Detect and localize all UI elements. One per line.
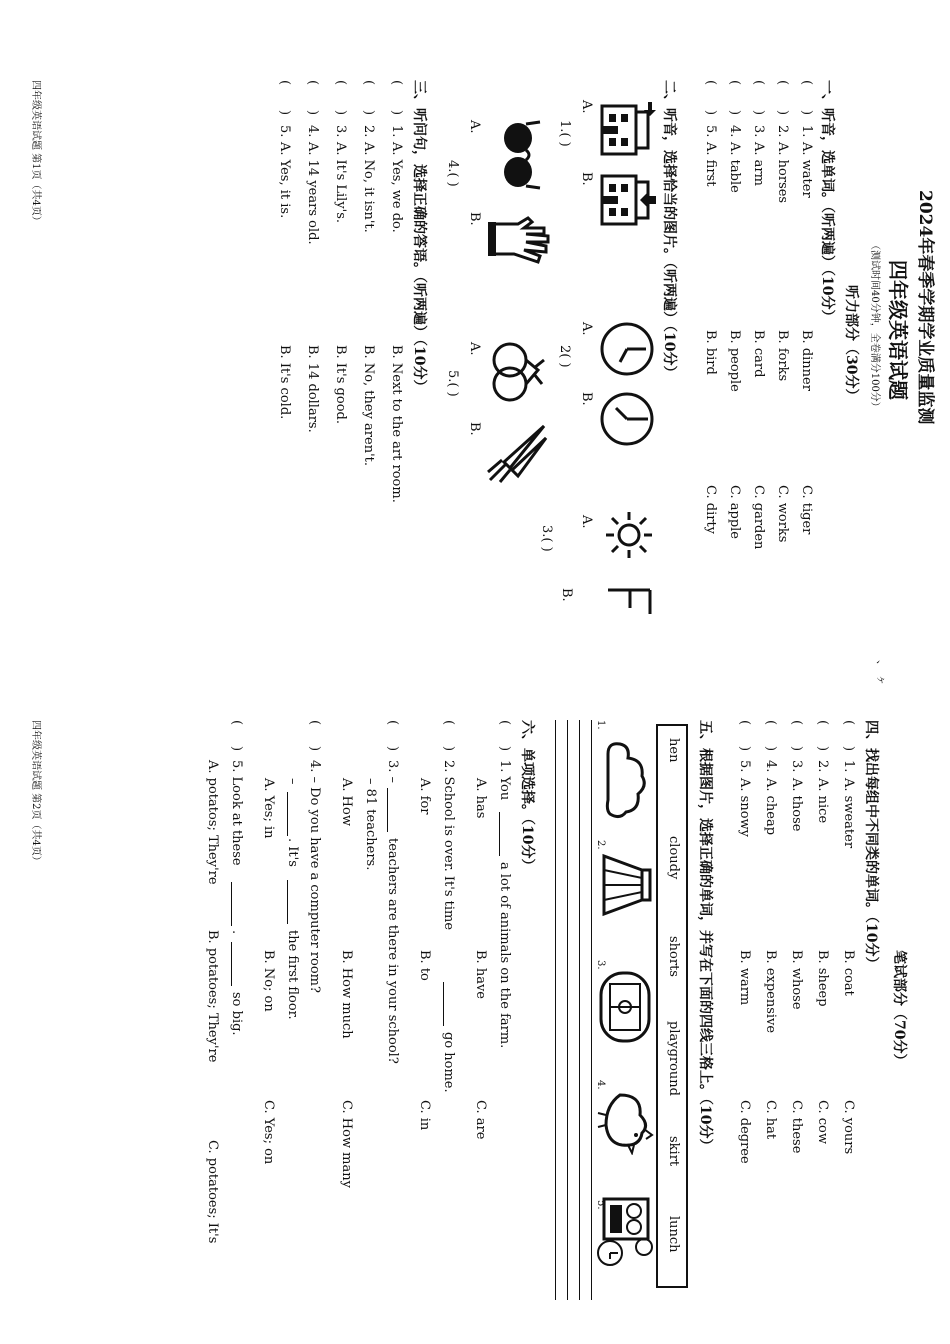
sec6-q5 <box>194 720 244 1340</box>
sec3-heading: 三、听问句，选择正确的答语。（听两遍）（10分） <box>411 80 427 394</box>
option-a: A. horses <box>775 142 790 204</box>
option-a: A. sweater <box>841 778 856 849</box>
question-text: teachers are there in your school? <box>385 838 400 1064</box>
option-a: A. arm <box>751 142 766 186</box>
option-b: B. sheep <box>815 950 830 1007</box>
sec2-label-a3: A. <box>579 515 594 529</box>
question-text: 5. Look at these <box>229 760 244 866</box>
answer-paren-close: ) <box>727 110 742 116</box>
sec4-heading: 四、找出每组中不同类的单词。（10分） <box>863 720 879 971</box>
item-number: 5. <box>703 125 718 138</box>
option-b: B. No; on <box>261 950 276 1012</box>
answer-paren-close: ) <box>497 746 512 752</box>
option-c: C. apple <box>727 485 742 539</box>
option-b: B. It's cold. <box>277 345 292 420</box>
exam-title: 2024年春季学期学业质量监测 <box>915 190 935 425</box>
sec1-list <box>694 80 814 640</box>
answer-paren[interactable]: ( <box>789 720 804 726</box>
write-num: 5. <box>595 1200 606 1210</box>
answer-paren[interactable]: ( <box>841 720 856 726</box>
answer-paren[interactable]: ( <box>307 720 322 726</box>
option-a: A. those <box>789 778 804 832</box>
option-a: A. table <box>727 142 742 193</box>
sec5-heading: 五、根据图片，选择正确的单词，并写在下面的四线三格上。（10分） <box>697 720 713 1153</box>
sec2-q1[interactable]: 1.( ) <box>557 120 572 147</box>
option-c: C. in <box>417 1100 432 1131</box>
option-a: A. Yes; in <box>261 778 276 839</box>
option-b: B. Next to the art room. <box>389 345 404 503</box>
answer-paren-close: ) <box>751 110 766 116</box>
sunglasses-icon <box>496 120 546 190</box>
answer-paren[interactable]: ( <box>333 80 348 86</box>
answer-paren-close: ) <box>389 110 404 116</box>
item-number: 1. <box>799 125 814 138</box>
option-b: B. dinner <box>799 330 814 391</box>
sec2-label-a4: A. <box>467 120 482 134</box>
item-number: 4. <box>763 760 778 773</box>
letter-f-icon <box>604 580 654 620</box>
answer-paren-close: ) <box>305 110 320 116</box>
option-b: B. No, they aren't. <box>361 345 376 467</box>
answer-paren[interactable]: ( <box>799 80 814 86</box>
question-text: 4. – Do you have a computer room? <box>307 760 322 993</box>
option-b: B. card <box>751 330 766 378</box>
sec3-item-2 <box>348 80 376 640</box>
option-a: A. nice <box>815 778 830 824</box>
building-icon <box>596 100 656 160</box>
answer-paren[interactable]: ( <box>727 80 742 86</box>
writing-lines[interactable] <box>552 720 606 1300</box>
option-a: A. first <box>703 142 718 187</box>
sec6-q1 <box>462 720 512 1320</box>
option-a: A. snowy <box>737 778 752 837</box>
option-c: C. potatoes; It's <box>205 1140 220 1244</box>
page-footer: 四年级英语试题 第1页（共4页） <box>30 80 41 226</box>
item-number: 2. <box>361 125 376 138</box>
answer-paren-close: ) <box>277 110 292 116</box>
sec4-list <box>726 720 856 1320</box>
exam-subtitle: 四年级英语试题 <box>886 260 910 400</box>
sec2-label-a5: A. <box>467 342 482 356</box>
option-a: A. cheap <box>763 778 778 836</box>
sec2-label-b1: B. <box>579 172 594 186</box>
option-b: B. bird <box>703 330 718 375</box>
sec2-q5[interactable]: 5.( ) <box>445 370 460 397</box>
item-number: 5. <box>277 125 292 138</box>
question-text: – 81 teachers. <box>363 778 378 871</box>
sec1-item-1 <box>790 80 814 640</box>
sec4-item-4 <box>752 720 778 1320</box>
playground-icon <box>598 970 652 1044</box>
write-num: 2. <box>595 840 606 850</box>
option-b: B. 14 dollars. <box>305 345 320 433</box>
item-number: 3. <box>333 125 348 138</box>
answer-paren[interactable]: ( <box>441 720 456 726</box>
sec2-label-a2: A. <box>579 322 594 336</box>
answer-paren-close: ) <box>737 746 752 752</box>
write-num: 3. <box>595 960 606 970</box>
answer-paren[interactable]: ( <box>385 720 400 726</box>
sec3-list <box>264 80 404 640</box>
sec1-item-5 <box>694 80 718 640</box>
answer-paren-close: ) <box>799 110 814 116</box>
sec6-q2 <box>406 720 456 1320</box>
sec1-item-4 <box>718 80 742 640</box>
answer-paren[interactable]: ( <box>277 80 292 86</box>
carrot-icon <box>486 420 550 484</box>
question-text: . It's <box>285 838 300 867</box>
option-b: B. warm <box>737 950 752 1006</box>
sec1-item-3 <box>742 80 766 640</box>
question-text: a lot of animals on the farm. <box>497 862 512 1049</box>
word-bank-item: hen <box>666 738 681 763</box>
fill-blank[interactable] <box>387 788 400 832</box>
answer-paren-close: ) <box>763 746 778 752</box>
item-number: 5. <box>737 760 752 773</box>
item-number: 1. <box>841 760 856 773</box>
sec2-label-a1: A. <box>579 100 594 114</box>
option-a: A. No, it isn't. <box>361 142 376 233</box>
item-number: 4. <box>727 125 742 138</box>
option-b: B. whose <box>789 950 804 1010</box>
option-b: B. How much <box>339 950 354 1039</box>
word-bank-item: playground <box>666 1021 681 1097</box>
question-text: . <box>229 930 244 935</box>
skirt-icon <box>598 850 654 920</box>
page-2 <box>0 660 950 1340</box>
sec4-item-1 <box>830 720 856 1320</box>
glove-icon <box>486 210 550 270</box>
option-b: B. have <box>473 950 488 999</box>
sec4-item-5 <box>726 720 752 1320</box>
sec4-item-2 <box>804 720 830 1320</box>
option-c: C. works <box>775 485 790 543</box>
answer-paren-close: ) <box>703 110 718 116</box>
option-a: A. 14 years old. <box>305 142 320 245</box>
clock-icon <box>598 390 656 448</box>
sun-icon <box>604 510 654 560</box>
option-a: A. potatos; They're <box>205 760 220 885</box>
question-text: 2. School is over. It's time <box>441 760 456 931</box>
question-text: go home. <box>441 1032 456 1093</box>
sec2-q3[interactable]: 3.( ) <box>539 525 554 552</box>
sec3-item-4 <box>292 80 320 640</box>
option-c: C. tiger <box>799 485 814 535</box>
answer-paren[interactable]: ( <box>775 80 790 86</box>
option-b: B. coat <box>841 950 856 996</box>
fill-blank[interactable] <box>499 812 512 856</box>
sec4-item-3 <box>778 720 804 1320</box>
question-text: 3. – <box>385 760 400 784</box>
answer-paren[interactable]: ( <box>361 80 376 86</box>
sec3-item-3 <box>320 80 348 640</box>
option-b: B. forks <box>775 330 790 382</box>
option-c: C. yours <box>841 1100 856 1155</box>
option-c: C. cow <box>815 1100 830 1144</box>
option-a: A. Yes, we do. <box>389 142 404 233</box>
sec1-heading: 一、听音，选单词。（听两遍）（10分） <box>819 80 835 324</box>
answer-paren-close: ) <box>441 746 456 752</box>
answer-paren-close: ) <box>361 110 376 116</box>
option-c: C. these <box>789 1100 804 1154</box>
option-b: B. to <box>417 950 432 981</box>
exam-note: （测试时间40分钟，全卷满分100分） <box>869 240 880 412</box>
answer-paren[interactable]: ( <box>229 720 244 726</box>
option-b: B. It's good. <box>333 345 348 424</box>
answer-paren[interactable]: ( <box>305 80 320 86</box>
answer-paren[interactable]: ( <box>815 720 830 726</box>
word-bank-item: lunch <box>666 1216 681 1253</box>
item-number: 3. <box>751 125 766 138</box>
fill-blank[interactable] <box>231 942 244 986</box>
item-number: 2. <box>815 760 830 773</box>
sec1-item-2 <box>766 80 790 640</box>
option-c: C. dirty <box>703 485 718 535</box>
answer-paren[interactable]: ( <box>737 720 752 726</box>
fill-blank[interactable] <box>287 880 300 924</box>
building-icon <box>596 170 656 230</box>
word-bank-item: skirt <box>666 1136 681 1167</box>
item-number: 2. <box>775 125 790 138</box>
sec2-label-b4: B. <box>467 212 482 226</box>
sec2-label-b2: B. <box>579 392 594 406</box>
option-a: A. has <box>473 778 488 819</box>
page-1 <box>0 40 950 640</box>
option-c: C. Yes; on <box>261 1100 276 1165</box>
question-text: so big. <box>229 992 244 1036</box>
sec6-q3 <box>328 720 400 1320</box>
page-footer: 四年级英语试题 第2页（共4页） <box>30 720 41 866</box>
tomato-icon <box>488 340 548 404</box>
listening-header: 听力部分（30分） <box>843 285 859 403</box>
answer-paren[interactable]: ( <box>751 80 766 86</box>
answer-paren-close: ) <box>815 746 830 752</box>
answer-paren-close: ) <box>307 746 322 752</box>
sec2-heading: 二、听音，选择恰当的图片。（听两遍）（10分） <box>661 80 677 380</box>
sec2-label-b5: B. <box>467 422 482 436</box>
clock-icon <box>598 320 656 378</box>
question-text: 1. You <box>497 760 512 801</box>
option-c: C. garden <box>751 485 766 550</box>
sec2-q4[interactable]: 4.( ) <box>445 160 460 187</box>
scan-marks: 、 ヶ <box>875 660 888 686</box>
hen-icon <box>596 1085 654 1155</box>
answer-paren[interactable]: ( <box>763 720 778 726</box>
option-b: B. people <box>727 330 742 392</box>
written-header: 笔试部分（70分） <box>891 950 907 1068</box>
item-number: 4. <box>305 125 320 138</box>
sec2-q2[interactable]: 2( ) <box>557 345 572 368</box>
answer-paren-close: ) <box>333 110 348 116</box>
option-c: C. hat <box>763 1100 778 1140</box>
answer-paren-close: ) <box>229 746 244 752</box>
fill-blank[interactable] <box>443 982 456 1026</box>
answer-paren[interactable]: ( <box>497 720 512 726</box>
write-num: 4. <box>595 1080 606 1090</box>
sec2-label-b3: B. <box>559 588 574 602</box>
sec3-item-5 <box>264 80 292 640</box>
answer-paren[interactable]: ( <box>389 80 404 86</box>
option-c: C. are <box>473 1100 488 1140</box>
answer-paren-close: ) <box>385 746 400 752</box>
option-c: C. degree <box>737 1100 752 1164</box>
option-a: A. Yes, it is. <box>277 142 292 219</box>
answer-paren-close: ) <box>775 110 790 116</box>
fill-blank[interactable] <box>287 792 300 836</box>
option-a: A. How <box>339 778 354 826</box>
question-text: – <box>285 778 300 785</box>
cloud-icon <box>600 740 650 820</box>
option-b: B. potatoes; They're <box>205 930 220 1063</box>
answer-paren[interactable]: ( <box>703 80 718 86</box>
option-b: B. expensive <box>763 950 778 1034</box>
answer-paren-close: ) <box>841 746 856 752</box>
option-c: C. How many <box>339 1100 354 1188</box>
question-text: the first floor. <box>285 930 300 1020</box>
write-num: 1. <box>595 720 606 730</box>
option-a: A. It's Lily's. <box>333 142 348 224</box>
sec6-heading: 六、单项选择。（10分） <box>519 720 535 873</box>
item-number: 3. <box>789 760 804 773</box>
answer-paren-close: ) <box>789 746 804 752</box>
option-a: A. water <box>799 142 814 198</box>
word-bank-item: cloudy <box>666 836 681 880</box>
sec3-item-1 <box>376 80 404 640</box>
fill-blank[interactable] <box>231 882 244 926</box>
word-bank <box>656 724 688 1288</box>
item-number: 1. <box>389 125 404 138</box>
option-a: A. for <box>417 778 432 815</box>
word-bank-item: shorts <box>666 936 681 977</box>
sec6-q4 <box>250 720 322 1320</box>
